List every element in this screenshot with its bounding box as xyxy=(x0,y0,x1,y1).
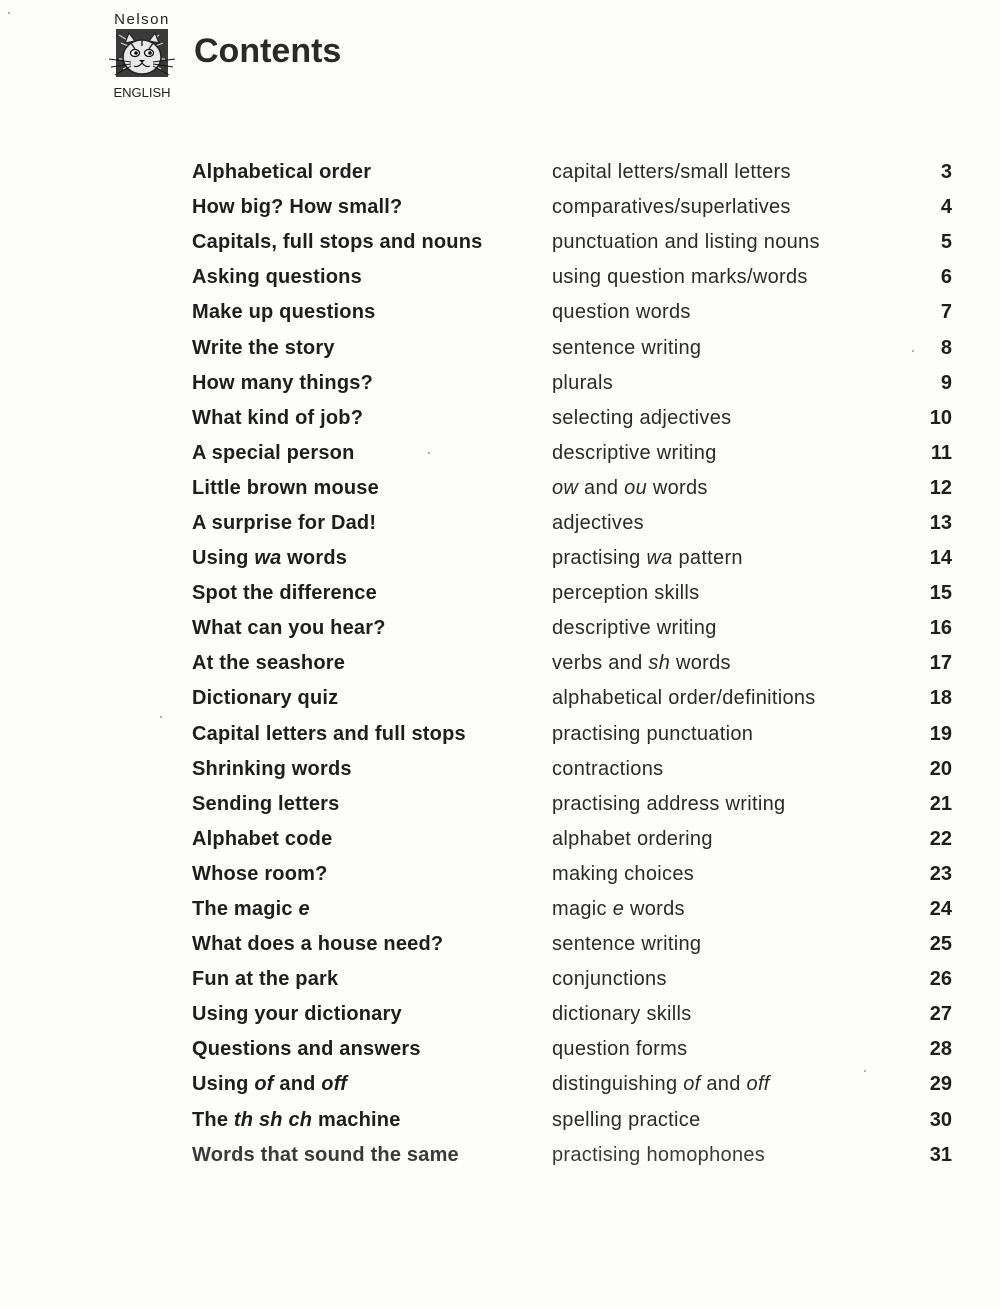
toc-entry-description: punctuation and listing nouns xyxy=(552,231,820,254)
scan-speck xyxy=(8,12,10,14)
toc-entry-description: practising address writing xyxy=(552,792,786,815)
toc-entry-description: dictionary skills xyxy=(552,1003,692,1026)
toc-entry-title: Questions and answers xyxy=(192,1038,421,1061)
toc-entry-page-number: 20 xyxy=(929,757,952,780)
toc-entry-description: comparatives/superlatives xyxy=(552,196,791,219)
toc-entry-title: Spot the difference xyxy=(192,582,377,605)
toc-entry-title: Little brown mouse xyxy=(192,476,379,499)
toc-entry-page-number: 8 xyxy=(940,336,952,359)
toc-entry-page-number: 18 xyxy=(929,687,952,710)
toc-entry[interactable] xyxy=(192,541,952,576)
toc-entry-title: Using wa words xyxy=(192,547,348,570)
toc-entry[interactable] xyxy=(192,155,952,190)
toc-entry-page-number: 28 xyxy=(929,1038,952,1061)
scan-speck xyxy=(864,1070,866,1072)
toc-entry-page-number: 5 xyxy=(940,231,952,254)
toc-entry[interactable] xyxy=(192,330,952,365)
toc-entry-description: plurals xyxy=(552,371,614,394)
toc-entry-title: Shrinking words xyxy=(192,757,352,780)
toc-entry-description: question words xyxy=(552,301,691,324)
toc-entry-description: using question marks/words xyxy=(552,266,808,289)
toc-entry-description: practising wa pattern xyxy=(552,547,743,570)
toc-entry[interactable] xyxy=(192,295,952,330)
toc-entry-page-number: 21 xyxy=(929,792,952,815)
toc-entry-page-number: 7 xyxy=(940,301,952,324)
toc-entry-title: Write the story xyxy=(192,336,335,359)
toc-entry-page-number: 17 xyxy=(929,652,952,675)
toc-entry[interactable] xyxy=(192,1032,952,1067)
toc-entry-page-number: 25 xyxy=(929,933,952,956)
toc-entry-description: selecting adjectives xyxy=(552,406,732,429)
toc-entry[interactable] xyxy=(192,611,952,646)
scan-speck xyxy=(912,350,914,352)
toc-entry-description: sentence writing xyxy=(552,336,702,359)
toc-entry-title: Make up questions xyxy=(192,301,376,324)
toc-entry-title: What can you hear? xyxy=(192,617,386,640)
toc-entry-description: conjunctions xyxy=(552,968,667,991)
toc-entry[interactable] xyxy=(192,436,952,471)
toc-entry-title: Alphabet code xyxy=(192,827,333,850)
toc-entry-description: perception skills xyxy=(552,582,700,605)
toc-entry-description: capital letters/small letters xyxy=(552,161,791,184)
toc-entry-title: A special person xyxy=(192,441,355,464)
toc-entry-title: Capital letters and full stops xyxy=(192,722,466,745)
toc-entry-page-number: 29 xyxy=(929,1073,952,1096)
toc-entry-page-number: 3 xyxy=(940,161,952,184)
toc-entry[interactable] xyxy=(192,190,952,225)
toc-entry-description: contractions xyxy=(552,757,664,780)
brand-name-top: Nelson xyxy=(114,11,170,28)
toc-entry-page-number: 9 xyxy=(940,371,952,394)
publisher-logo xyxy=(104,12,180,100)
toc-entry-title: Using your dictionary xyxy=(192,1003,402,1026)
toc-entry-title: Words that sound the same xyxy=(192,1143,459,1166)
toc-entry-description: alphabet ordering xyxy=(552,827,713,850)
toc-entry[interactable] xyxy=(192,1138,952,1173)
toc-entry-page-number: 30 xyxy=(929,1108,952,1131)
page-title: Contents xyxy=(194,32,342,70)
toc-entry-page-number: 10 xyxy=(929,406,952,429)
toc-entry-title: The magic e xyxy=(192,898,310,921)
toc-entry-description: spelling practice xyxy=(552,1108,701,1131)
toc-entry-title: A surprise for Dad! xyxy=(192,511,377,534)
toc-entry-description: making choices xyxy=(552,862,695,885)
toc-entry-title: Fun at the park xyxy=(192,968,339,991)
toc-entry-page-number: 23 xyxy=(929,862,952,885)
toc-entry-page-number: 13 xyxy=(929,511,952,534)
toc-entry[interactable] xyxy=(192,225,952,260)
toc-entry-description: distinguishing of and off xyxy=(552,1073,770,1096)
toc-entry-description: descriptive writing xyxy=(552,441,717,464)
scan-speck xyxy=(428,452,430,454)
toc-entry-page-number: 15 xyxy=(929,582,952,605)
toc-entry[interactable] xyxy=(192,962,952,997)
toc-entry-title: Alphabetical order xyxy=(192,161,372,184)
toc-entry[interactable] xyxy=(192,646,952,681)
toc-entry-page-number: 4 xyxy=(940,196,952,219)
toc-entry-description: practising punctuation xyxy=(552,722,754,745)
toc-entry-title: At the seashore xyxy=(192,652,346,675)
toc-entry-page-number: 22 xyxy=(929,827,952,850)
toc-entry-title: The th sh ch machine xyxy=(192,1108,401,1131)
toc-entry[interactable] xyxy=(192,892,952,927)
toc-entry-title: What does a house need? xyxy=(192,933,444,956)
toc-entry-description: ow and ou words xyxy=(552,476,708,499)
toc-entry[interactable] xyxy=(192,681,952,716)
tiger-face-icon xyxy=(109,29,175,85)
toc-entry[interactable] xyxy=(192,752,952,787)
toc-entry-page-number: 26 xyxy=(929,968,952,991)
toc-entry-title: What kind of job? xyxy=(192,406,364,429)
toc-entry[interactable] xyxy=(192,927,952,962)
toc-entry-title: How big? How small? xyxy=(192,196,403,219)
toc-entry[interactable] xyxy=(192,822,952,857)
toc-entry-description: question forms xyxy=(552,1038,688,1061)
brand-name-bottom: ENGLISH xyxy=(113,85,171,100)
toc-entry[interactable] xyxy=(192,1103,952,1138)
toc-entry[interactable] xyxy=(192,997,952,1032)
toc-entry[interactable] xyxy=(192,471,952,506)
toc-entry-title: Using of and off xyxy=(192,1073,348,1096)
scan-speck xyxy=(160,716,162,718)
toc-entry-page-number: 11 xyxy=(930,441,952,464)
toc-entry[interactable] xyxy=(192,717,952,752)
toc-entry-page-number: 31 xyxy=(929,1143,952,1166)
table-of-contents xyxy=(192,155,952,1173)
toc-entry-description: verbs and sh words xyxy=(552,652,731,675)
toc-entry-description: magic e words xyxy=(552,898,685,921)
toc-entry-page-number: 6 xyxy=(940,266,952,289)
toc-entry-page-number: 16 xyxy=(929,617,952,640)
toc-entry-page-number: 19 xyxy=(929,722,952,745)
toc-entry-title: Sending letters xyxy=(192,792,340,815)
toc-entry[interactable] xyxy=(192,1067,952,1102)
toc-entry-title: Capitals, full stops and nouns xyxy=(192,231,483,254)
toc-entry[interactable] xyxy=(192,260,952,295)
toc-entry-title: How many things? xyxy=(192,371,373,394)
toc-entry-page-number: 12 xyxy=(929,476,952,499)
toc-entry-title: Whose room? xyxy=(192,862,328,885)
toc-entry-description: alphabetical order/definitions xyxy=(552,687,816,710)
toc-entry-description: descriptive writing xyxy=(552,617,717,640)
toc-entry[interactable] xyxy=(192,857,952,892)
toc-entry[interactable] xyxy=(192,576,952,611)
toc-entry-description: adjectives xyxy=(552,511,644,534)
toc-entry-page-number: 27 xyxy=(929,1003,952,1026)
toc-entry[interactable] xyxy=(192,401,952,436)
toc-entry[interactable] xyxy=(192,787,952,822)
toc-entry-description: sentence writing xyxy=(552,933,702,956)
toc-entry-description: practising homophones xyxy=(552,1143,766,1166)
toc-entry-title: Asking questions xyxy=(192,266,362,289)
toc-entry[interactable] xyxy=(192,506,952,541)
toc-entry[interactable] xyxy=(192,366,952,401)
toc-entry-title: Dictionary quiz xyxy=(192,687,339,710)
toc-entry-page-number: 24 xyxy=(929,898,952,921)
toc-entry-page-number: 14 xyxy=(929,547,952,570)
